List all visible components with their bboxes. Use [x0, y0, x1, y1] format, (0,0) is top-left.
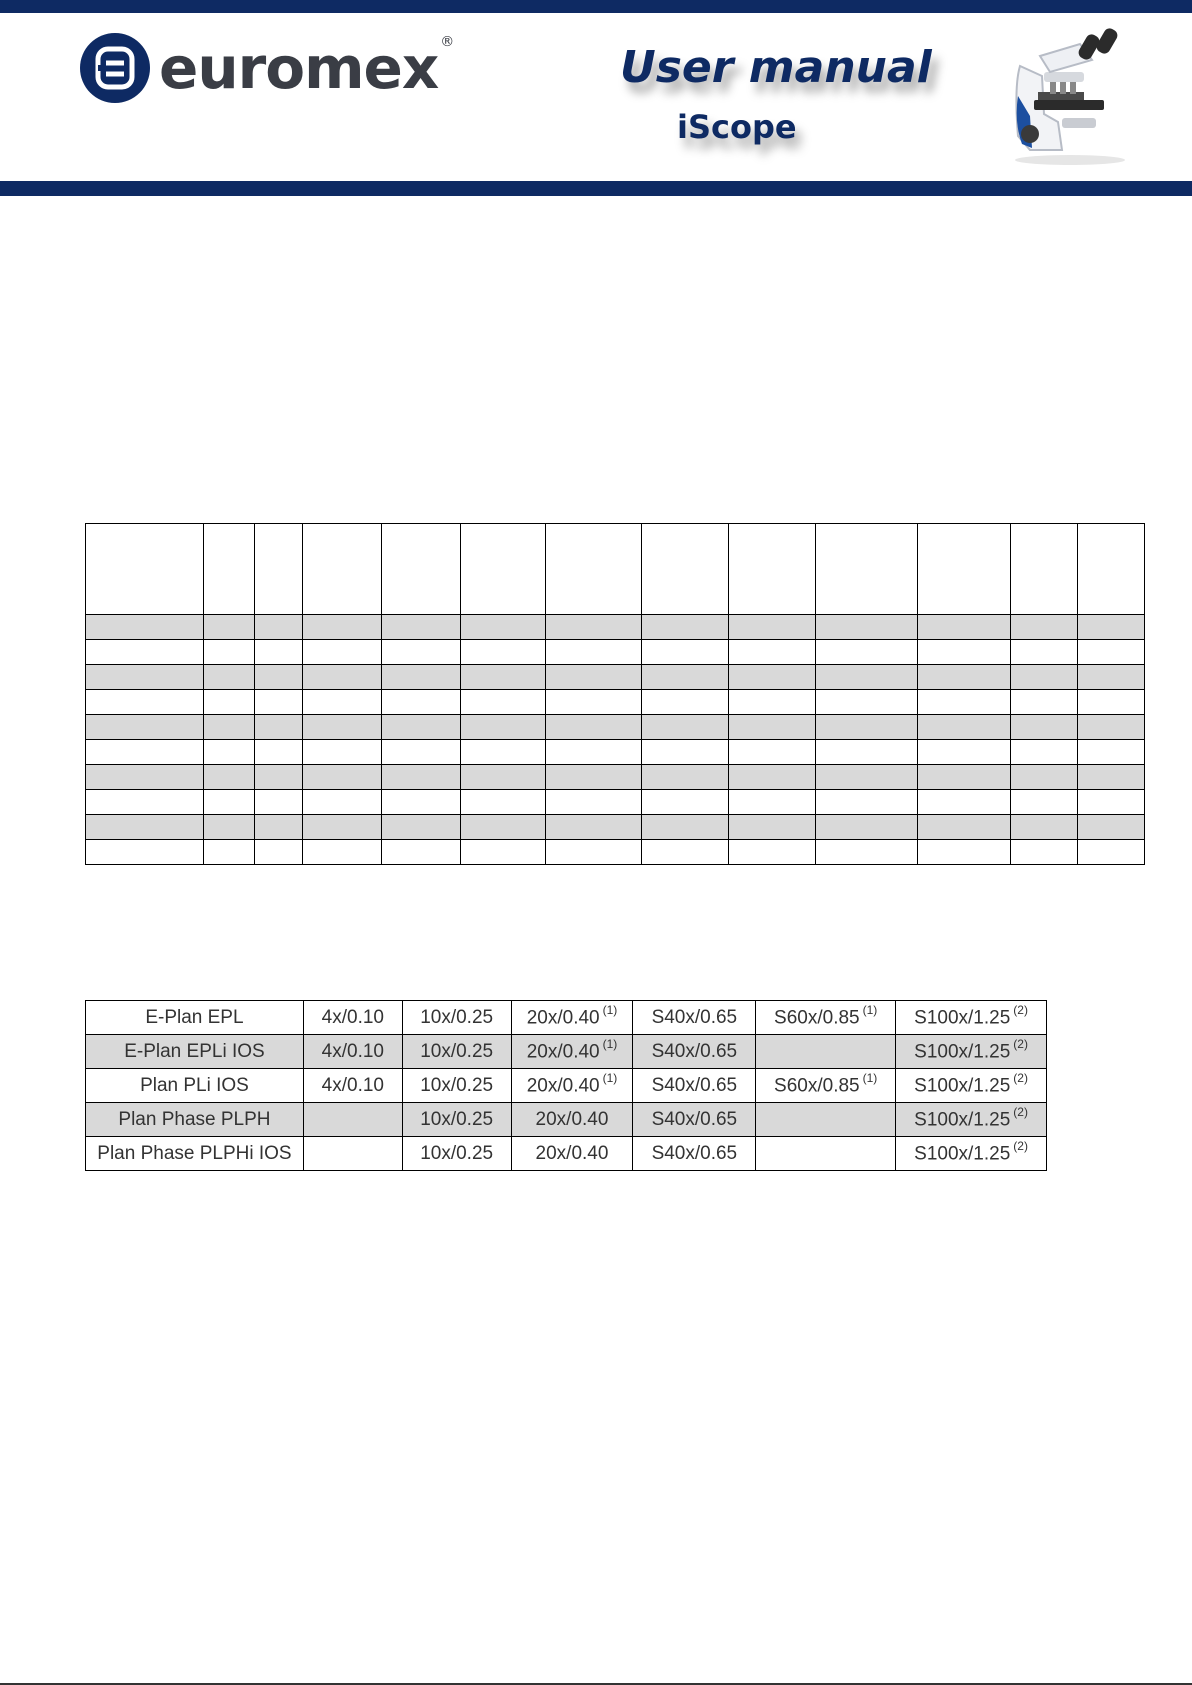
objective-value: 20x/0.40: [526, 1041, 600, 1063]
objective-value: S40x/0.65: [651, 1108, 738, 1130]
objective-cell: [896, 1103, 1047, 1137]
objective-footnote-marker: (1): [862, 1003, 878, 1018]
objective-cell: [402, 1137, 511, 1171]
objective-cell: [402, 1069, 511, 1103]
grid-row: [86, 840, 1145, 865]
objective-value: 4x/0.10: [321, 1040, 384, 1062]
grid-row: [86, 690, 1145, 715]
objective-cell: [756, 1001, 896, 1035]
objective-cell: [633, 1069, 756, 1103]
objective-series-name: E-Plan EPL: [86, 1001, 304, 1035]
objective-cell: [303, 1001, 402, 1035]
objective-cell: [633, 1001, 756, 1035]
grid-row: [86, 790, 1145, 815]
objective-cell: [511, 1035, 633, 1069]
objective-value: 20x/0.40: [526, 1075, 600, 1097]
objective-footnote-marker: (1): [862, 1071, 878, 1086]
grid-row: [86, 815, 1145, 840]
objective-value: S40x/0.65: [651, 1006, 738, 1028]
specification-grid-table: [85, 523, 1145, 865]
objective-value: S40x/0.65: [651, 1040, 738, 1062]
objective-cell: [756, 1137, 896, 1171]
header-top-band: [0, 0, 1192, 13]
objective-value: S100x/1.25: [914, 1007, 1011, 1029]
objective-footnote-marker: (2): [1013, 1105, 1028, 1120]
objective-value: S100x/1.25: [914, 1075, 1011, 1097]
objective-cell: [633, 1035, 756, 1069]
objective-cell: [756, 1035, 896, 1069]
objective-row: [86, 1137, 1047, 1171]
objective-value: 10x/0.25: [420, 1142, 494, 1164]
objective-value: 20x/0.40: [526, 1007, 600, 1029]
objective-row: [86, 1001, 1047, 1035]
objective-value: S60x/0.85: [774, 1007, 860, 1029]
objective-series-name: E-Plan EPLi IOS: [86, 1035, 304, 1069]
objective-value: S100x/1.25: [914, 1041, 1011, 1063]
objective-cell: [511, 1103, 633, 1137]
manual-subtitle: iScope: [677, 108, 797, 146]
registered-mark: ®: [440, 34, 455, 50]
microscope-icon: [1000, 26, 1135, 166]
objective-value: S100x/1.25: [914, 1109, 1011, 1131]
objective-value: S40x/0.65: [651, 1142, 738, 1164]
objective-cell: [303, 1035, 402, 1069]
objective-value: 10x/0.25: [420, 1040, 494, 1062]
manual-title: User manual: [620, 42, 932, 93]
objective-footnote-marker: (1): [602, 1003, 618, 1018]
objective-cell: [303, 1103, 402, 1137]
objective-series-name: Plan Phase PLPH: [86, 1103, 304, 1137]
objective-cell: [633, 1103, 756, 1137]
objective-footnote-marker: (2): [1013, 1037, 1028, 1052]
objective-cell: [303, 1069, 402, 1103]
objective-series-name: Plan PLi IOS: [86, 1069, 304, 1103]
objective-value: 20x/0.40: [535, 1108, 609, 1130]
grid-row: [86, 740, 1145, 765]
objective-footnote-marker: (2): [1013, 1139, 1028, 1154]
objective-value: 20x/0.40: [535, 1142, 609, 1164]
header-bottom-band: [0, 181, 1192, 196]
grid-header-row: [86, 524, 1145, 615]
objective-cell: [402, 1103, 511, 1137]
objective-cell: [402, 1035, 511, 1069]
euromex-logo: [79, 32, 454, 104]
objective-footnote-marker: (1): [602, 1037, 618, 1052]
objective-cell: [511, 1137, 633, 1171]
objective-cell: [511, 1001, 633, 1035]
objective-cell: [896, 1001, 1047, 1035]
objective-cell: [896, 1035, 1047, 1069]
objective-value: S60x/0.85: [774, 1075, 860, 1097]
brand-name: euromex: [159, 34, 439, 102]
objective-series-name: Plan Phase PLPHi IOS: [86, 1137, 304, 1171]
objective-value: 10x/0.25: [420, 1006, 494, 1028]
objective-cell: [756, 1103, 896, 1137]
objective-row: [86, 1035, 1047, 1069]
objective-footnote-marker: (1): [602, 1071, 618, 1086]
grid-row: [86, 665, 1145, 690]
objectives-table: [85, 1000, 1047, 1171]
objective-value: 4x/0.10: [321, 1006, 384, 1028]
objective-cell: [511, 1069, 633, 1103]
objective-cell: [402, 1001, 511, 1035]
objective-cell: [896, 1137, 1047, 1171]
objective-footnote-marker: (2): [1013, 1071, 1028, 1086]
objective-value: S40x/0.65: [651, 1074, 738, 1096]
grid-row: [86, 765, 1145, 790]
grid-row: [86, 715, 1145, 740]
objective-cell: [896, 1069, 1047, 1103]
objective-footnote-marker: (2): [1013, 1003, 1028, 1018]
objective-value: S100x/1.25: [914, 1143, 1011, 1165]
objective-cell: [633, 1137, 756, 1171]
objective-cell: [756, 1069, 896, 1103]
grid-row: [86, 640, 1145, 665]
objective-value: 4x/0.10: [321, 1074, 384, 1096]
grid-row: [86, 615, 1145, 640]
euromex-logo-icon: [79, 32, 151, 104]
objective-cell: [303, 1137, 402, 1171]
objective-row: [86, 1103, 1047, 1137]
objective-value: 10x/0.25: [420, 1074, 494, 1096]
objective-value: 10x/0.25: [420, 1108, 494, 1130]
objective-row: [86, 1069, 1047, 1103]
